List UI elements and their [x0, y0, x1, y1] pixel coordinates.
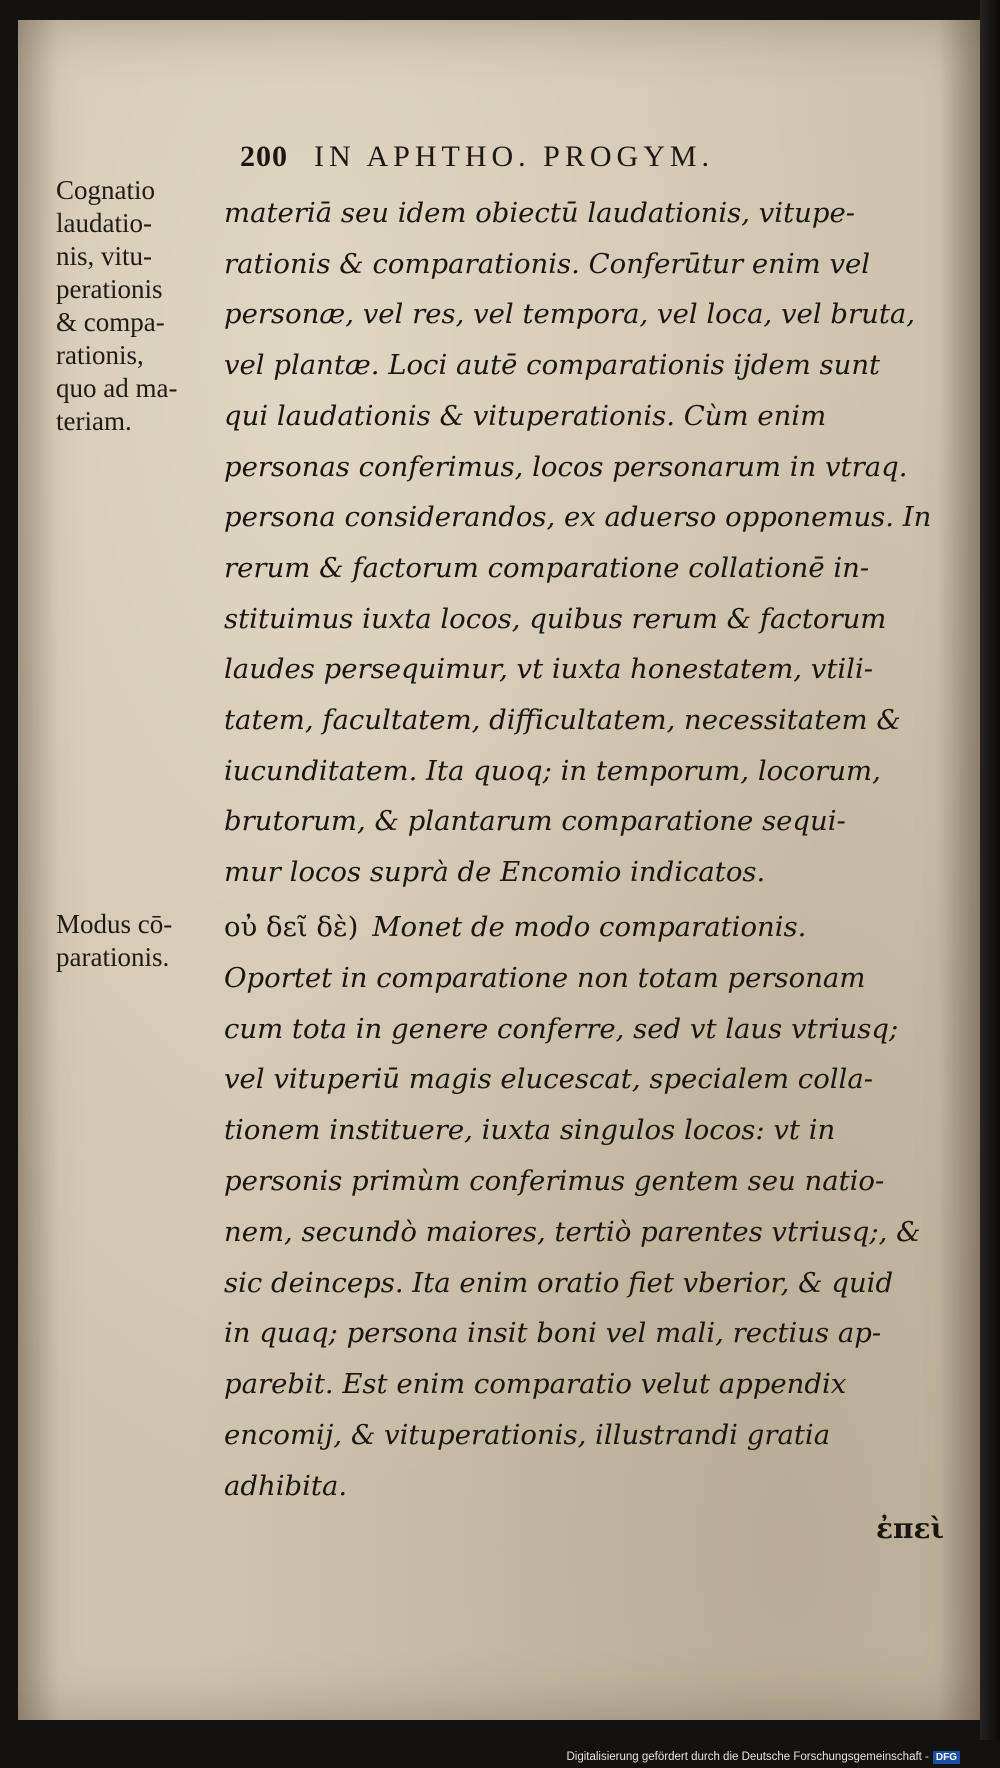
book-edge: [980, 0, 1000, 1740]
catchword: ἐπεὶ: [876, 1512, 945, 1545]
marginal-note-cognatio: [56, 174, 226, 438]
text-line: stituimus iuxta locos, quibus rerum & factorum: [224, 602, 887, 635]
text-line: brutorum, & plantarum comparatione sequi-: [224, 805, 846, 838]
paragraph-comparison-mode: [224, 902, 964, 1512]
text-line: vel plantæ. Loci autē comparationis ijdem sunt: [224, 349, 881, 382]
text-line: qui laudationis & vituperationis. Cùm enim: [224, 399, 827, 432]
text-line: [224, 902, 964, 953]
text-line: parebit. Est enim comparatio velut appendix: [224, 1368, 847, 1401]
paragraph-comparison-matter: [224, 188, 964, 898]
text-line: laudes persequimur, vt iuxta honestatem, vtili-: [224, 653, 874, 686]
text-line: iucunditatem. Ita quoq; in temporum, locorum,: [224, 754, 881, 787]
text-span: Monet de modo comparationis.: [372, 911, 807, 943]
marginal-line: Cognatio: [56, 175, 155, 205]
text-line: sic deinceps. Ita enim oratio fiet vberior, & quid: [224, 1266, 894, 1299]
text-line: vel vituperiū magis elucescat, specialem colla-: [224, 1063, 874, 1096]
text-line: tionem instituere, iuxta singulos locos: vt in: [224, 1114, 836, 1147]
dfg-logo: DFG: [933, 1751, 960, 1764]
text-line: cum tota in genere conferre, sed vt laus vtriusq;: [224, 1012, 899, 1045]
text-line: materiā seu idem obiectū laudationis, vitupe-: [224, 197, 856, 229]
page-number: 200: [240, 140, 288, 173]
text-line: nem, secundò maiores, tertiò parentes vtriusq;, &: [224, 1215, 921, 1248]
text-line: personas conferimus, locos personarum in vtraq.: [224, 450, 908, 483]
text-line: encomij, & vituperationis, illustrandi gratia: [224, 1418, 831, 1451]
marginal-line: nis, vitu-: [56, 241, 153, 271]
text-line: tatem, facultatem, difficultatem, necessitatem &: [224, 704, 901, 737]
funding-footer: [566, 1748, 960, 1766]
text-line: in quaq; persona insit boni vel mali, rectius ap-: [224, 1317, 882, 1350]
running-head: [240, 140, 880, 184]
text-line: persona considerandos, ex aduerso opponemus. In: [224, 501, 932, 534]
text-line: rerum & factorum comparatione collationē in-: [224, 551, 870, 584]
marginal-line: laudatio-: [56, 208, 152, 238]
text-line: personæ, vel res, vel tempora, vel loca, vel bruta,: [224, 298, 916, 331]
marginal-line: Modus cō-: [56, 909, 173, 939]
running-title: IN APHTHO. PROGYM.: [314, 140, 715, 173]
marginal-line: perationis: [56, 274, 163, 304]
marginal-line: teriam.: [56, 406, 132, 436]
marginal-note-modus: [56, 908, 226, 974]
marginal-line: quo ad ma-: [56, 373, 178, 403]
text-line: adhibita.: [224, 1469, 348, 1502]
text-line: Oportet in comparatione non totam personam: [224, 961, 866, 994]
funding-text: Digitalisierung gefördert durch die Deutsche Forschungsgemeinschaft -: [566, 1751, 929, 1763]
text-line: mur locos suprà de Encomio indicatos.: [224, 856, 766, 889]
text-line: personis primùm conferimus gentem seu natio-: [224, 1164, 885, 1197]
text-line: rationis & comparationis. Conferūtur enim vel: [224, 247, 871, 280]
greek-lemma: οὐ δεῖ δὲ): [224, 911, 359, 943]
marginal-line: parationis.: [56, 942, 170, 972]
marginal-line: & compa-: [56, 307, 165, 337]
marginal-line: rationis,: [56, 340, 144, 370]
